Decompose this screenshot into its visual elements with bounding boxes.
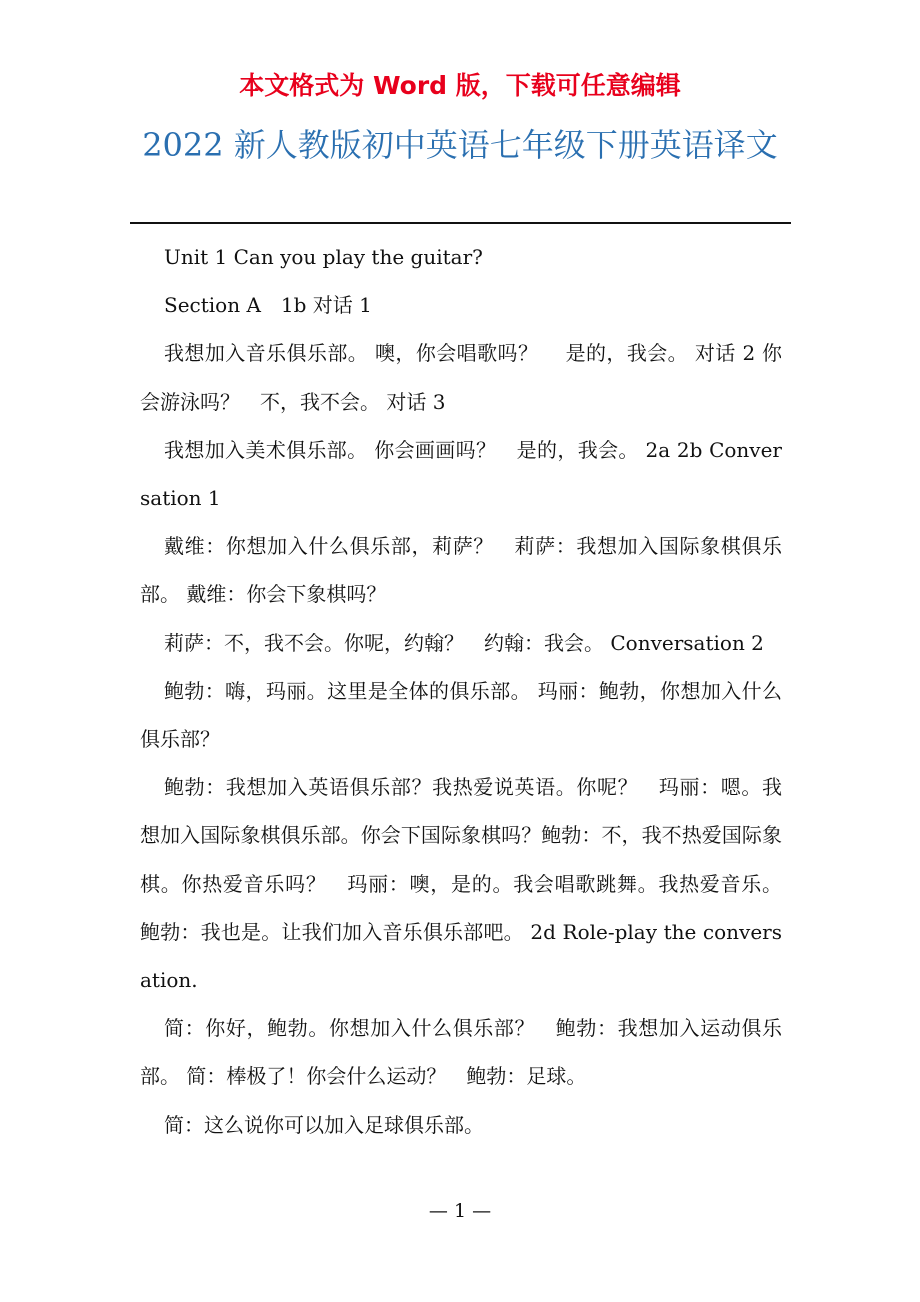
page-number: — 1 — bbox=[428, 1200, 492, 1222]
paragraph: 简：你好，鲍勃。你想加入什么俱乐部？ 鲍勃：我想加入运动俱乐部。 简：棒极了！你会什么运动？ 鲍勃：足球。 bbox=[140, 1016, 782, 1089]
document-body bbox=[140, 233, 782, 1149]
paragraph: 我想加入美术俱乐部。 你会画画吗？ 是的，我会。 2a 2b Conversation 1 bbox=[140, 437, 782, 511]
paragraph: 简：这么说你可以加入足球俱乐部。 bbox=[164, 1112, 484, 1137]
paragraph: 莉萨：不，我不会。你呢，约翰？ 约翰：我会。 Conversation 2 bbox=[164, 630, 764, 655]
document-title: 2022 新人教版初中英语七年级下册英语译文 bbox=[142, 126, 778, 164]
paragraph: 鲍勃：嗨，玛丽。这里是全体的俱乐部。 玛丽：鲍勃，你想加入什么俱乐部？ bbox=[140, 678, 782, 752]
format-banner: 本文格式为 Word 版，下载可任意编辑 bbox=[239, 71, 681, 100]
paragraph: Unit 1 Can you play the guitar? bbox=[164, 245, 483, 269]
paragraph: 我想加入音乐俱乐部。 噢，你会唱歌吗？ 是的，我会。 对话 2 你会游泳吗？ 不，我不会。 对话 3 bbox=[140, 341, 782, 414]
paragraph: 鲍勃：我想加入英语俱乐部？我热爱说英语。你呢？ 玛丽：嗯。我想加入国际象棋俱乐部。你会下国际象棋吗？鲍勃：不，我不热爱国际象棋。你热爱音乐吗？ 玛丽：噢，是的。我会唱歌跳舞。我热爱音乐。 鲍勃：我也是。让我们加入音乐俱乐部吧。 2d Role-play the conversation. bbox=[140, 775, 782, 993]
title-divider bbox=[130, 222, 791, 224]
paragraph: Section A 1b 对话 1 bbox=[164, 293, 372, 318]
paragraph: 戴维：你想加入什么俱乐部，莉萨？ 莉萨：我想加入国际象棋俱乐部。 戴维：你会下象棋吗？ bbox=[140, 534, 782, 607]
